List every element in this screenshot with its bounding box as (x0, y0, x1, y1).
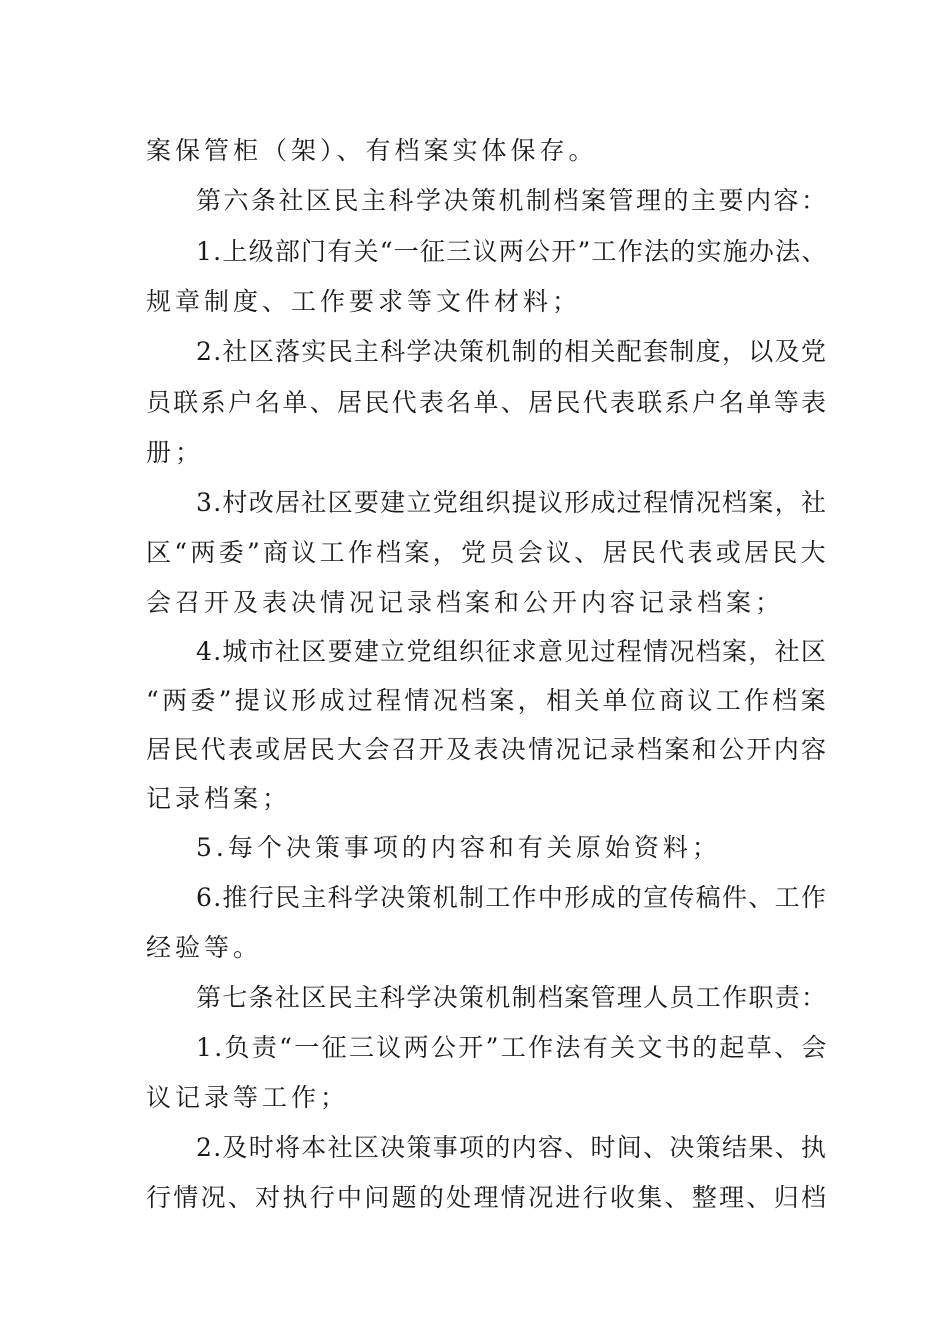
list-item: 2.及时将本社区决策事项的内容、时间、决策结果、执 (196, 1133, 828, 1162)
list-item: 3.村改居社区要建立党组织提议形成过程情况档案，社 (196, 488, 828, 517)
text-line: 册； (146, 438, 205, 467)
text-line: 居民代表或居民大会召开及表决情况记录档案和公开内容 (146, 735, 829, 764)
text-line: 会召开及表决情况记录档案和公开内容记录档案； (146, 588, 785, 617)
list-item: 5.每个决策事项的内容和有关原始资料； (196, 833, 721, 862)
text-line: 员联系户名单、居民代表名单、居民代表联系户名单等表 (146, 388, 829, 417)
text-line: 行情况、对执行中问题的处理情况进行收集、整理、归档 (146, 1183, 829, 1212)
text-line: 案保管柜（架）、有档案实体保存。 (146, 136, 598, 165)
text-line: 规章制度、工作要求等文件材料； (146, 287, 582, 316)
text-line: 经验等。 (146, 933, 263, 962)
list-item: 1.负责“一征三议两公开”工作法有关文书的起草、会 (196, 1033, 829, 1062)
list-item: 6.推行民主科学决策机制工作中形成的宣传稿件、工作 (196, 883, 828, 912)
text-line: 记录档案； (146, 784, 292, 813)
list-item: 2.社区落实民主科学决策机制的相关配套制度，以及党 (196, 337, 828, 366)
text-line: 议记录等工作； (146, 1083, 350, 1112)
list-item: 4.城市社区要建立党组织征求意见过程情况档案，社区 (196, 637, 828, 666)
article-heading: 第六条社区民主科学决策机制档案管理的主要内容： (196, 186, 829, 215)
article-heading: 第七条社区民主科学决策机制档案管理人员工作职责： (196, 983, 828, 1012)
list-item: 1.上级部门有关“一征三议两公开”工作法的实施办法、 (196, 237, 828, 266)
text-line: “两委”提议形成过程情况档案，相关单位商议工作档案 (146, 686, 829, 715)
text-line: 区“两委”商议工作档案，党员会议、居民代表或居民大 (146, 538, 829, 567)
